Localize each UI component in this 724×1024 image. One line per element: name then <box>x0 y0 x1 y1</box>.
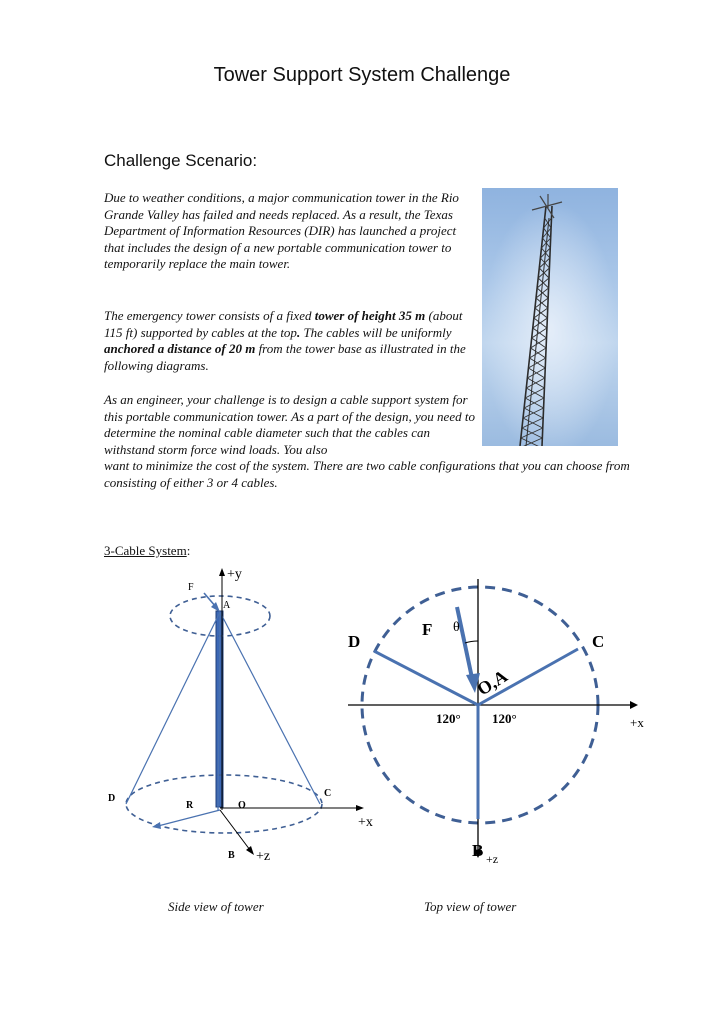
cable-b-label-side: B <box>228 850 235 861</box>
x-axis-label-side: +x <box>358 815 373 830</box>
tower-photo <box>482 188 618 446</box>
top-force-arrow <box>457 607 472 678</box>
cable-c-label-side: C <box>324 788 332 799</box>
origin-label: O <box>238 800 246 811</box>
top-view-diagram <box>340 565 670 875</box>
cable-c <box>220 612 320 804</box>
angle-left-label: 120° <box>436 711 461 726</box>
top-view-caption: Top view of tower <box>424 899 517 914</box>
angle-right-label: 120° <box>492 711 517 726</box>
section-heading: Challenge Scenario: <box>104 151 258 170</box>
z-axis <box>220 810 250 850</box>
scenario-paragraph-3: As an engineer, your challenge is to design a cable support system for this portable communication tower. As a part of the design, you need to determine the nominal cable diameter such that the cables can withstand storm force wind loads. You also want to minimize the cost of the system. There are two cable configurations that you can choose from consisting of either 3 or 4 cables. <box>104 392 630 490</box>
cable-b-label-top: B <box>472 841 484 860</box>
page-title: Tower Support System Challenge <box>213 64 511 86</box>
radius-label: R <box>186 800 194 811</box>
theta-label: θ <box>453 620 460 635</box>
y-axis-label: +y <box>227 567 242 582</box>
force-label-side: F <box>188 582 194 593</box>
top-cable-d <box>374 651 478 705</box>
force-label-top: F <box>422 620 433 639</box>
theta-arc <box>465 641 478 643</box>
radius-arrow <box>158 810 220 826</box>
cable-d <box>126 612 220 804</box>
side-view-caption: Side view of tower <box>168 899 264 914</box>
three-cable-heading: 3-Cable System: <box>104 543 191 558</box>
x-axis-label-top: +x <box>630 715 644 730</box>
cable-d-label-side: D <box>108 793 116 804</box>
cable-c-label-top: C <box>592 632 605 651</box>
scenario-paragraph-2: The emergency tower consists of a fixed tower of height 35 m (about 115 ft) supported by cables at the top. The cables will be uniformly anchored a distance of 20 m from the tower base as illustrated in the following diagrams. <box>104 308 466 373</box>
base-dashed-ellipse <box>126 775 322 833</box>
z-axis-label-side: +z <box>256 849 271 864</box>
point-a-label: A <box>223 600 231 611</box>
scenario-paragraph-1: Due to weather conditions, a major communication tower in the Rio Grande Valley has failed and needs replaced. As a result, the Texas Department of Information Resources (DIR) has launched a project that includes the design of a new portable communication tower to temporarily replace the main tower. <box>104 190 459 272</box>
z-axis-label-top: +z <box>486 852 499 866</box>
center-label: O,A <box>473 665 511 700</box>
cable-d-label-top: D <box>348 632 361 651</box>
